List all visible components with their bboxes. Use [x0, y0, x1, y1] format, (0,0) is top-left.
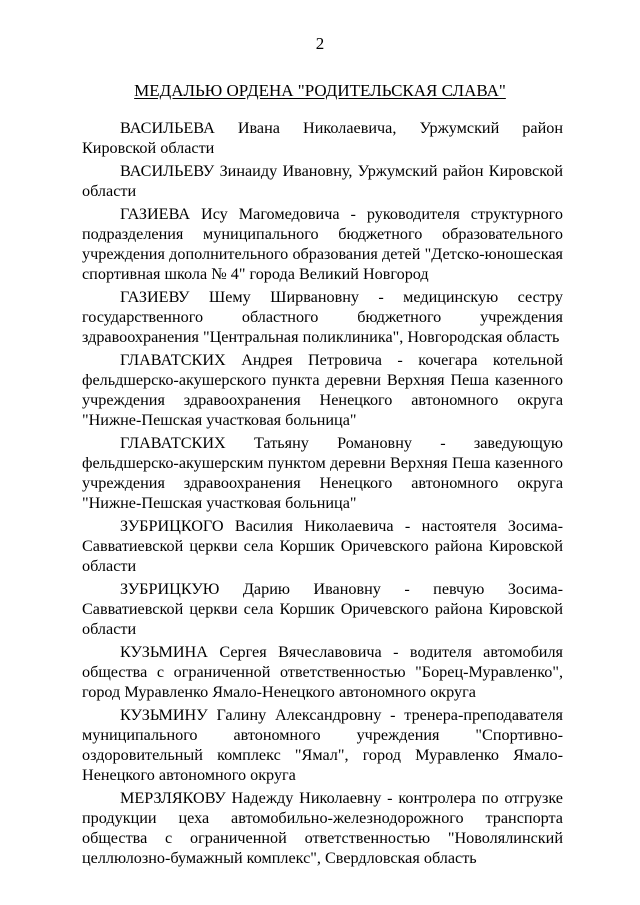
award-entry: КУЗЬМИНУ Галину Александровну - тренера-преподавателя муниципального автономного учреждения "Спортивно-оздоровительный комплекс "Ямал", город Муравленко Ямало-Ненецкого автономного округа: [82, 706, 563, 784]
award-entry: КУЗЬМИНА Сергея Вячеславовича - водителя автомобиля общества с ограниченной ответственностью "Борец-Муравленко", город Муравленко Ямало-Ненецкого автономного округа: [82, 643, 563, 701]
award-entry: ГАЗИЕВУ Шему Ширвановну - медицинскую сестру государственного областного бюджетного учреждения здравоохранения "Центральная поликлиника", Новгородская область: [82, 288, 563, 346]
award-entry: МЕРЗЛЯКОВУ Надежду Николаевну - контролера по отгрузке продукции цеха автомобильно-железнодорожного транспорта общества с ограниченной ответственностью "Новолялинский целлюлозно-бумажный комплекс", Свердловская область: [82, 789, 563, 867]
section-heading: МЕДАЛЬЮ ОРДЕНА "РОДИТЕЛЬСКАЯ СЛАВА": [134, 81, 506, 100]
award-entry: ВАСИЛЬЕВА Ивана Николаевича, Уржумский район Кировской области: [82, 119, 563, 157]
award-entry: ГАЗИЕВА Ису Магомедовича - руководителя структурного подразделения муниципального бюджетного образовательного учреждения дополнительного образования детей "Детско-юношеская спортивная школа № 4" города Великий Новгород: [82, 205, 563, 283]
award-entry: ГЛАВАТСКИХ Татьяну Романовну - заведующую фельдшерско-акушерским пунктом деревни Верхняя Пеша казенного учреждения здравоохранения Ненецкого автономного округа "Нижне-Пешская участковая больница": [82, 434, 563, 512]
award-entry: ГЛАВАТСКИХ Андрея Петровича - кочегара котельной фельдшерско-акушерского пункта деревни Верхняя Пеша казенного учреждения здравоохранения Ненецкого автономного округа "Нижне-Пешская участковая больница": [82, 351, 563, 429]
award-entry: ЗУБРИЦКУЮ Дарию Ивановну - певчую Зосима-Савватиевской церкви села Коршик Оричевского района Кировской области: [82, 580, 563, 638]
page-number: 2: [315, 34, 325, 53]
award-entry: ЗУБРИЦКОГО Василия Николаевича - настоятеля Зосима-Савватиевской церкви села Коршик Оричевского района Кировской области: [82, 517, 563, 575]
award-entry: ВАСИЛЬЕВУ Зинаиду Ивановну, Уржумский район Кировской области: [82, 162, 563, 200]
award-list: [82, 118, 563, 871]
